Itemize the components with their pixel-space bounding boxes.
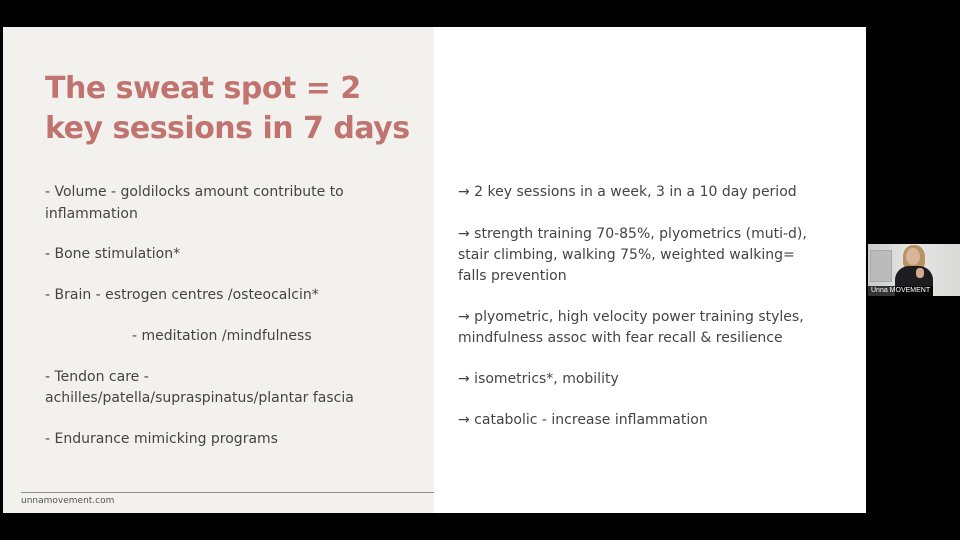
- left-item-bone: - Bone stimulation*: [45, 246, 181, 262]
- video-window-shape: [870, 250, 892, 282]
- right-item-strength-cont: stair climbing, walking 75%, weighted walking=: [458, 247, 795, 263]
- left-item-volume-cont: inflammation: [45, 206, 138, 222]
- participant-hand: [916, 268, 924, 278]
- footer-url: unnamovement.com: [21, 496, 115, 506]
- right-item-plyometric-cont: mindfulness assoc with fear recall & resilience: [458, 330, 783, 346]
- right-item-strength-cont-2: falls prevention: [458, 268, 567, 284]
- right-item-key-sessions: → 2 key sessions in a week, 3 in a 10 day period: [458, 184, 797, 200]
- shared-slide: [3, 27, 866, 513]
- right-item-strength: → strength training 70-85%, plyometrics (muti-d),: [458, 226, 807, 242]
- left-item-volume: - Volume - goldilocks amount contribute to: [45, 184, 344, 200]
- left-item-brain: - Brain - estrogen centres /osteocalcin*: [45, 287, 319, 303]
- left-item-meditation: - meditation /mindfulness: [132, 328, 312, 344]
- right-item-catabolic: → catabolic - increase inflammation: [458, 412, 708, 428]
- left-item-endurance: - Endurance mimicking programs: [45, 431, 278, 447]
- slide-title: The sweat spot = 2 key sessions in 7 days: [45, 71, 410, 146]
- right-item-isometrics: → isometrics*, mobility: [458, 371, 619, 387]
- participant-video-tile[interactable]: [868, 244, 960, 296]
- right-item-plyometric: → plyometric, high velocity power training styles,: [458, 309, 804, 325]
- footer-divider: [21, 492, 434, 493]
- participant-name-label: Unna MOVEMENT: [868, 286, 933, 296]
- participant-face: [906, 248, 920, 265]
- left-item-tendon-cont: achilles/patella/supraspinatus/plantar fascia: [45, 390, 354, 406]
- left-item-tendon: - Tendon care -: [45, 369, 149, 385]
